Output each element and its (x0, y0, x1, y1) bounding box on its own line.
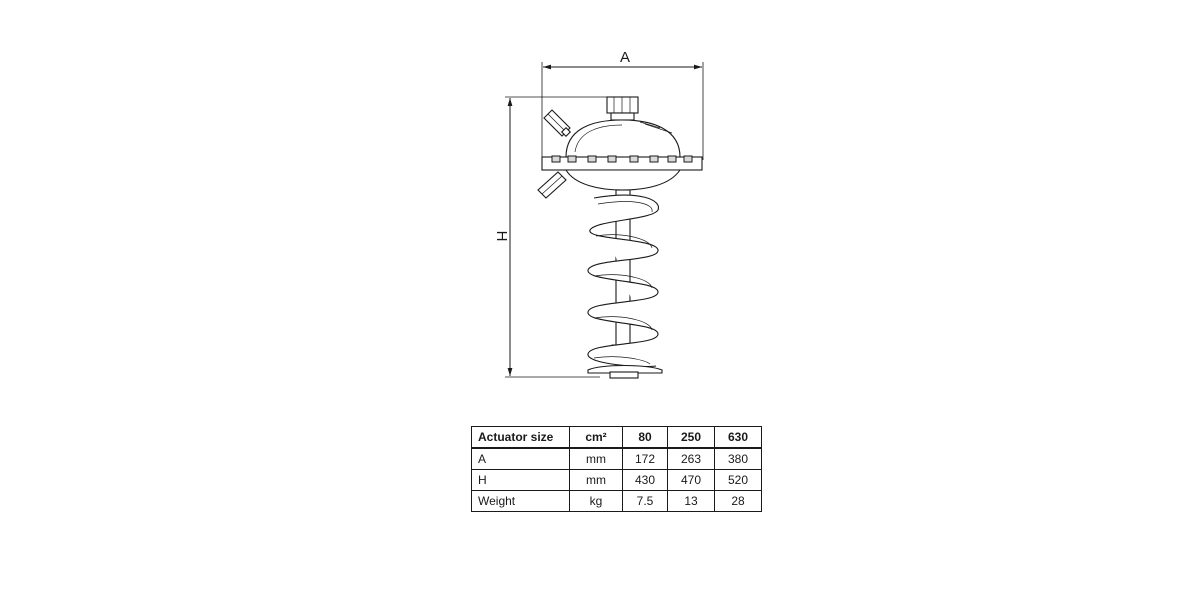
dimension-h-label: H (493, 230, 510, 242)
row-label: A (472, 448, 570, 470)
row-label: Weight (472, 491, 570, 512)
row-label: H (472, 470, 570, 491)
lower-pipe-fitting (538, 172, 566, 198)
table-header-row (472, 427, 762, 449)
table-cell: 263 (668, 448, 715, 470)
table-cell: 172 (623, 448, 668, 470)
table-cell: 430 (623, 470, 668, 491)
diaphragm-housing (566, 120, 680, 157)
header-actuator-size: Actuator size (472, 427, 570, 449)
header-size-630: 630 (715, 427, 762, 449)
row-unit: mm (570, 470, 623, 491)
upper-pipe-fitting (544, 110, 570, 136)
row-unit: kg (570, 491, 623, 512)
base-plate (588, 366, 662, 379)
table-cell: 470 (668, 470, 715, 491)
top-nut (607, 97, 638, 120)
table-cell: 380 (715, 448, 762, 470)
header-size-250: 250 (668, 427, 715, 449)
row-unit: mm (570, 448, 623, 470)
table-row (472, 491, 762, 512)
header-size-80: 80 (623, 427, 668, 449)
table-row (472, 470, 762, 491)
table-cell: 520 (715, 470, 762, 491)
table-cell: 13 (668, 491, 715, 512)
table-row (472, 448, 762, 470)
table-cell: 7.5 (623, 491, 668, 512)
table-cell: 28 (715, 491, 762, 512)
header-unit: cm² (570, 427, 623, 449)
flange (542, 156, 702, 190)
dimension-a-label: A (619, 49, 631, 66)
actuator-spec-table (471, 426, 762, 512)
